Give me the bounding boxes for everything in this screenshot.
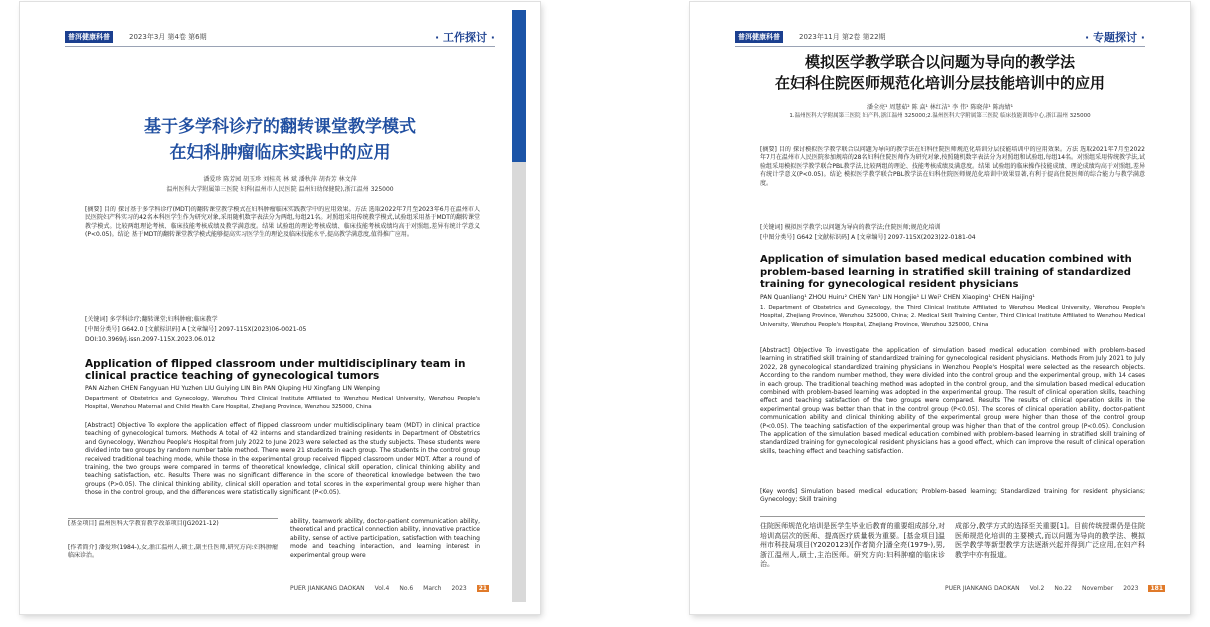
right-article-page <box>690 2 1190 614</box>
classification-line: [中图分类号] G642.0 [文献标识码] A [文章编号] 2097-115X(2023)06-0021-05 <box>85 326 307 333</box>
authors-cn: 潘全亮¹ 周慧茹² 陈 焱¹ 林红洁¹ 李 伟¹ 陈晓萍¹ 陈海婧¹ <box>866 104 1014 111</box>
running-header <box>65 28 495 47</box>
footer-volume: Vol.4 <box>374 585 390 592</box>
left-article-page <box>20 2 540 614</box>
english-abstract: [Abstract] Objective To explore the application effect of flipped classroom under multidisciplinary team (MDT) in clinical practice teaching of gynecological tumors. Methods A total of 42 interns and standardized training residents in Department of Obstetrics and Gynecology, Wenzhou People's Hospital from July 2022 to June 2023 were selected as the study subjects. These students were divided into two groups by random number table method. There were 21 students in each group. The students in the control group received traditional teaching mode, while those in the experimental group received flipped classroom under MDT. After a round of training, the two groups were compared in terms of theoretical knowledge, clinical skill operation, clinical thinking ability and teaching satisfaction, etc. Results There was no significant difference in the score of theoretical knowledge between the two groups (P>0.05). The clinical thinking ability, clinical skill operation and total scores in the experimental group were higher than those in the control group, and the differences were statistically significant (P<0.05). <box>85 422 480 497</box>
abstract-cn: [摘要] 目的 探讨基于多学科诊疗(MDT)的翻转课堂教学模式在妇科肿瘤临床实践教学中的应用效果。方法 选取2022年7月至2023年6月在温州市人民医院妇产科实习的42名本科医学生作为研究对象,采用随机数字表法分为两组,每组21名。对照组采用传统教学模式,试验组采用基于MDT的翻转课堂教学模式。比较两组理论考核、临床技能考核成绩及教学满意度。结果 试验组的理论考核成绩、临床技能考核成绩均高于对照组,差异有统计学意义(P<0.05)。结论 基于MDT的翻转课堂教学模式能够提高实习医学生的理论及临床技能水平,提高教学满意度,值得推广应用。 <box>85 206 480 239</box>
body-right-column: 成部分,教学方式的选择至关重要[1]。目前传统授课仍是住院医师规范化培训的主要模式,而以问题为导向的教学法、模拟医学教学等新型教学方法逐渐兴起并得到广泛应用,在妇产科教学中亦有报道。 <box>955 522 1145 559</box>
footnote-rule <box>68 518 278 519</box>
keywords-cn: [关键词] 模拟医学教学;以问题为导向的教学法;住院医师;规范化培训 <box>760 224 941 231</box>
footer-number: No.22 <box>1054 585 1072 592</box>
english-authors: PAN Aizhen CHEN Fangyuan HU Yuzhen LIU Guiying LIN Bin PAN Qiuping HU Xingfang LIN Wenping <box>85 385 380 392</box>
page-edge-grey-bar <box>512 162 526 602</box>
footer-volume: Vol.2 <box>1029 585 1045 592</box>
footer-number: No.6 <box>399 585 414 592</box>
doi-line: DOI:10.3969/j.issn.2097-115X.2023.06.012 <box>85 336 216 343</box>
english-title: Application of flipped classroom under multidisciplinary team in clinical practice teaching of gynecological tumors <box>85 358 466 382</box>
footnote-fund: [基金项目] 温州医科大学教育教学改革项目(JG2021-12) <box>68 520 219 527</box>
page-footer <box>290 585 489 592</box>
affiliation-cn: 1.温州医科大学附属第三医院 妇产科,浙江温州 325000;2.温州医科大学附属第三医院 临床技能训练中心,浙江温州 325000 <box>789 113 1091 119</box>
body-left-column: 住院医师规范化培训是医学生毕业后教育的重要组成部分,对培训高层次的医师、提高医疗质量极为重要。[基金项目]温州市科技局项目(Y2020123)[作者简介]潘全亮(1979-),男,浙江温州人,硕士,主治医师。研究方向:妇科肿瘤的临床诊治。 <box>760 522 945 568</box>
footer-month: March <box>423 585 442 592</box>
journal-logo: 普洱健康科普 <box>735 31 783 43</box>
chinese-title <box>40 114 520 166</box>
right-column-continuation: ability, teamwork ability, doctor-patient communication ability, theoretical and practical connection ability, innovative practice ability, sense of active participation, satisfaction with teaching mode and teaching interaction, and learning interest in experimental group were <box>290 518 480 559</box>
column-name: · 专题探讨 · <box>1084 31 1145 44</box>
affiliation-cn: 温州医科大学附属第三医院 妇科(温州市人民医院 温州妇幼保健院),浙江温州 325000 <box>166 186 394 193</box>
authors-cn-names: 潘爱珍 陈芳园 胡玉珍 刘桂英 林 斌 潘秋萍 胡杏芳 林文萍 <box>203 176 357 183</box>
title-line-1: 模拟医学教学联合以问题为导向的教学法 <box>804 53 1075 71</box>
issue-info: 2023年3月 第4卷 第6期 <box>129 33 207 41</box>
keywords-cn: [关键词] 多学科诊疗;翻转课堂;妇科肿瘤;临床教学 <box>85 316 218 323</box>
footnote-author-info: [作者简介] 潘爱珍(1984-),女,浙江温州人,硕士,副主任医师,研究方向:妇科肿瘤临床诊治。 <box>68 544 278 560</box>
title-line-2: 在妇科肿瘤临床实践中的应用 <box>169 143 391 163</box>
running-header <box>735 28 1145 47</box>
authors-cn <box>60 174 500 183</box>
english-abstract: [Abstract] Objective To investigate the application of simulation based medical education combined with problem-based learning in stratified skill training of standardized training for gynecological resident physicians. Methods From July 2021 to July 2022, 28 gynecological standardized training physicians in Wenzhou People's Hospital were selected as the research objects. According to the random number method, they were divided into the control group and the experimental group, with 14 cases in each group. The traditional teaching method was adopted in the control group, and the simulation based medical education combined with problem-based learning was adopted in the experimental group. The result of clinical operation skills, teaching effect and teaching satisfaction of the two groups were compared. Results The results of clinical operation skills in the experimental group was better than that in the control group (P<0.05). The scores of clinical operation ability, doctor-patient communication ability and clinical thinking ability of the experimental group were higher than those of the control group (P<0.05). The teaching satisfaction of the experimental group was higher than that of the control group (P<0.05). Conclusion The application of the simulation based medical education combined with problem-based learning in stratified skill training of standardized training for gynecological resident physicians has a good effect, which can improve the result of clinical operation skills, teaching effect and teaching satisfaction. <box>760 347 1145 455</box>
classification-line: [中图分类号] G642 [文献标识码] A [文章编号] 2097-115X(2023)22-0181-04 <box>760 234 976 241</box>
english-title: Application of simulation based medical education combined with problem-based learning in stratified skill training of standardized training for gynecological resident physicians <box>760 254 1132 290</box>
column-name: · 工作探讨 · <box>434 31 495 44</box>
abstract-cn: [摘要] 目的 探讨模拟医学教学联合以问题为导向的教学法在妇科住院医师规范化培训分层技能培训中的应用效果。方法 选取2021年7月至2022年7月在温州市人民医院参加规培的28名妇科住院医师作为研究对象,按照随机数字表法分为对照组和试验组,每组14名。对照组采用传统教学法,试验组采用模拟医学教学联合PBL教学法,比较两组的理论、技能考核成绩及满意度。结果 试验组的临床操作技能成绩、理论成绩均高于对照组,差异有统计学意义(P<0.05)。结论 模拟医学教学联合PBL教学法在妇科住院医师规范化培训中效果显著,有利于提高住院医师的综合能力与教学满意度。 <box>760 146 1145 187</box>
footer-month: November <box>1081 585 1114 592</box>
issue-info: 2023年11月 第2卷 第22期 <box>799 33 886 41</box>
title-line-1: 基于多学科诊疗的翻转课堂教学模式 <box>144 117 416 137</box>
title-line-2: 在妇科住院医师规范化培训分层技能培训中的应用 <box>774 74 1105 92</box>
footer-journal: PUER JIANKANG DAOKAN <box>945 585 1020 592</box>
journal-logo: 普洱健康科普 <box>65 31 113 43</box>
english-affiliation: 1. Department of Obstetrics and Gynecology, the Third Clinical Institute Affiliated to Wenzhou Medical University, Wenzhou People's Hospital, Zhejiang Province, Wenzhou 325000, China; 2. Medical Skill Training Center, Third Clinical Institute Affiliated to Wenzhou Medical University, Wenzhou People's Hospital, Zhejiang Province, Wenzhou 325000, China <box>760 305 1145 328</box>
chinese-title <box>710 52 1170 94</box>
english-authors: PAN Quanliang¹ ZHOU Huiru² CHEN Yan¹ LIN Hongjie¹ LI Wei¹ CHEN Xiaoping¹ CHEN Haijing¹ <box>760 294 1035 301</box>
page-number: 181 <box>1150 585 1163 592</box>
page-footer <box>945 585 1165 592</box>
footer-journal: PUER JIANKANG DAOKAN <box>290 585 365 592</box>
footer-year: 2023 <box>1123 585 1139 592</box>
footer-year: 2023 <box>451 585 467 592</box>
section-rule <box>760 516 1145 517</box>
page-number: 21 <box>478 585 488 592</box>
english-affiliation: Department of Obstetrics and Gynecology, Wenzhou Third Clinical Institute Affiliated to Wenzhou Medical University, Wenzhou People's Hospital, Wenzhou Maternal and Child Health Care Hospital, Zhejiang Province, Wenzhou 325000, China <box>85 396 480 411</box>
english-keywords: [Key words] Simulation based medical education; Problem-based learning; Standardized training for resident physicians; Gynecology; Skill training <box>760 488 1145 504</box>
